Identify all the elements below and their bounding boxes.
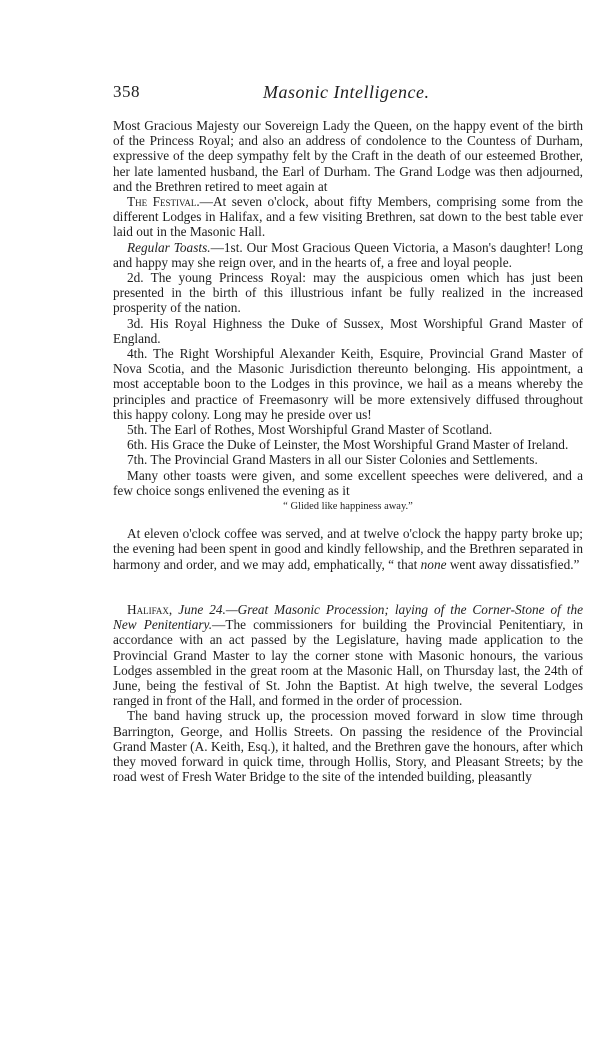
toasts-lead: Regular Toasts. [127,239,211,255]
paragraph-toast-6: 6th. His Grace the Duke of Leinster, the Most Worshipful Grand Master of Ireland. [127,437,569,453]
paragraph-festival [113,194,583,240]
article-body [113,118,583,784]
book-page [113,82,583,784]
halifax-text: —The commissioners for building the Provincial Penitentiary, in accordance with an act passed by the Legislature, having made application to the Provincial Grand Master to lay the corner stone with Masonic honours, the various Lodges assembled in the great room at the Masonic Hall, on Thursday last, the 24th of June, being the festival of St. John the Baptist. At high twelve, the several Lodges ranged in front of the Hall, and formed in the order of procession. [113,617,584,709]
paragraph-toast-7: 7th. The Provincial Grand Masters in all our Sister Colonies and Settlements. [127,452,538,468]
coffee-text-b: went away dissatisfied.” [446,556,580,572]
festival-lead: The Festival. [127,194,200,210]
halifax-date: June 24. [178,601,226,617]
coffee-emphasis: none [420,556,447,572]
quotation: “ Glided like happiness away.” [283,501,413,513]
section-gap [113,572,583,602]
paragraph-toast-2: 2d. The young Princess Royal: may the auspicious omen which has just been presented in the birth of this illustrious infant be fully realized in the increased prosperity of the nation. [113,270,583,316]
paragraph-toast-5: 5th. The Earl of Rothes, Most Worshipful Grand Master of Scotland. [127,422,493,438]
paragraph-band: The band having struck up, the procession moved forward in slow time through Barrington, George, and Hollis Streets. On passing the residence of the Provincial Grand Master (A. Keith, Esq.), it halted, and the Brethren gave the honours, after which they moved forward in quick time, through Hollis, Story, and Pleasant Streets; by the road west of Fresh Water Bridge to the site of the intended building, pleasantly [113,708,583,785]
toast-1-text: —1st. Our Most Gracious Queen Victoria, a Mason's daughter! Long and happy may she reign over, and in the hearts of, a free and loyal people. [113,239,583,270]
halifax-title: —Great Masonic Procession; laying of the Corner-Stone of the New Penitentiary. [113,601,584,633]
paragraph-toast-4: 4th. The Right Worshipful Alexander Keith, Esquire, Provincial Grand Master of Nova Scotia, and the Masonic Jurisdiction thereunto belonging. His appointment, a most acceptable boon to the Lodges in this province, we hail as a means whereby the principles and practice of Freemasonry will be more extensively diffused throughout this happy colony. Long may he preside over us! [113,346,583,422]
festival-text: —At seven o'clock, about fifty Members, comprising some from the different Lodges in Halifax, and a few visiting Brethren, sat down to the best table ever laid out in the Masonic Hall. [113,194,583,240]
page-number: 358 [113,82,140,101]
paragraph-halifax [113,602,583,708]
paragraph-toast-1 [113,240,583,270]
paragraph-other-toasts: Many other toasts were given, and some excellent speeches were delivered, and a few choice songs enlivened the evening as it [113,467,583,498]
running-head [113,82,583,112]
halifax-place: Halifax, [127,601,173,617]
paragraph-toast-3: 3d. His Royal Highness the Duke of Sussex, Most Worshipful Grand Master of England. [113,315,583,346]
paragraph-coffee [113,526,583,572]
running-title: Masonic Intelligence. [263,82,430,102]
paragraph-address: Most Gracious Majesty our Sovereign Lady the Queen, on the happy event of the birth of the Princess Royal; and also an address of condolence to the Countess of Durham, expressive of the deep sympathy felt by the Craft in the death of our esteemed Brother, her late lamented husband, the Earl of Durham. The Grand Lodge was then adjourned, and the Brethren retired to meet again at [113,118,583,194]
coffee-text-a: At eleven o'clock coffee was served, and at twelve o'clock the happy party broke up; the evening had been spent in good and kindly fellowship, and the Brethren separated in harmony and order, and we may add, emphatically, “ that [113,526,583,572]
